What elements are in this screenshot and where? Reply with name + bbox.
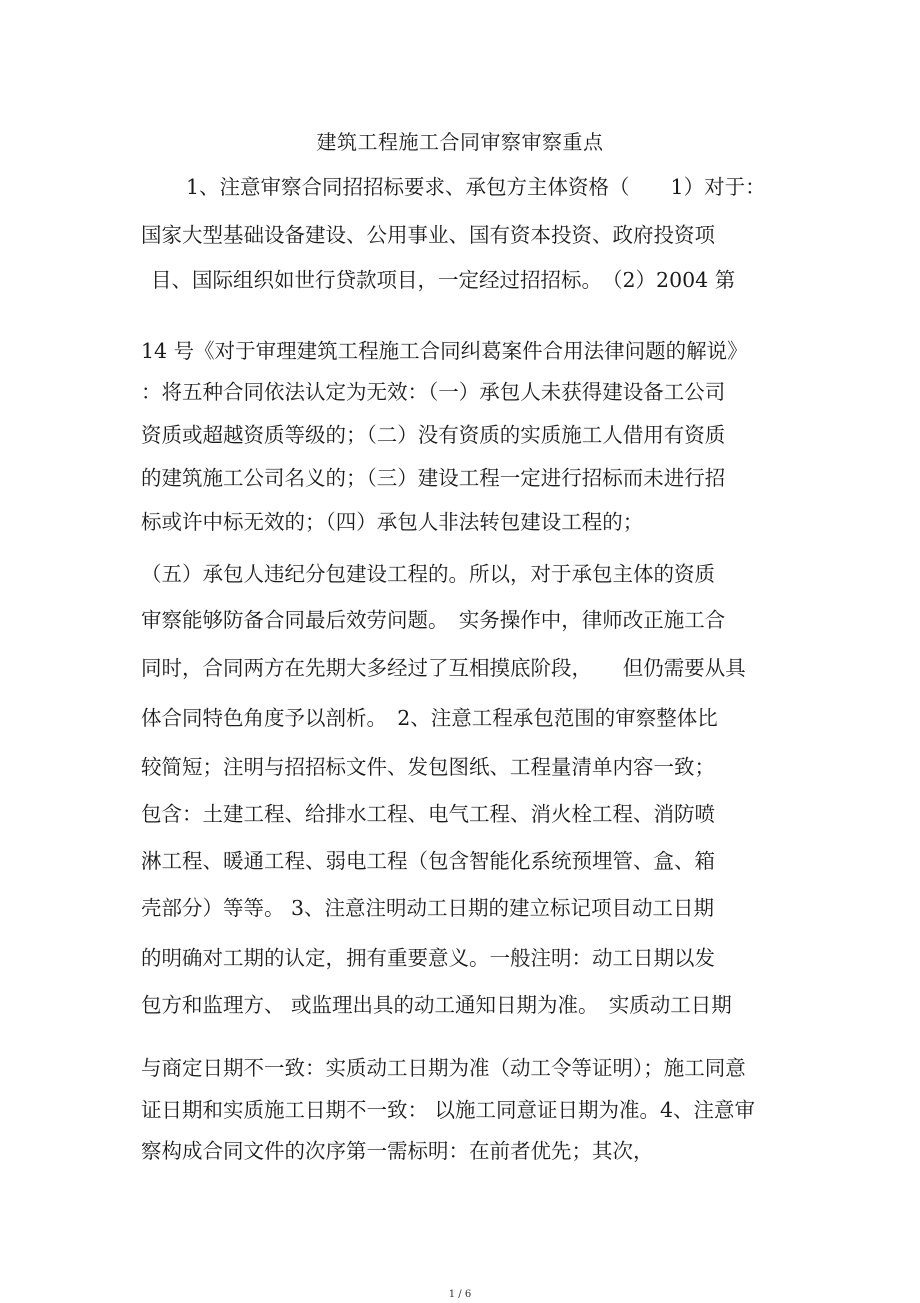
- body-line: 壳部分）等等。 3、注意注明动工日期的建立标记项目动工日期: [141, 896, 715, 920]
- body-line: 的明确对工期的认定，拥有重要意义。一般注明：动工日期以发: [141, 946, 715, 970]
- document-title: 建筑工程施工合同审察审察重点: [316, 130, 604, 154]
- body-line: （五）承包人违纪分包建设工程的。所以，对于承包主体的资质: [141, 562, 715, 586]
- body-line: 包含：土建工程、给排水工程、电气工程、消火栓工程、消防喷: [141, 802, 715, 826]
- body-line: 淋工程、暖通工程、弱电工程（包含智能化系统预埋管、盒、箱: [141, 849, 715, 873]
- body-line: ：将五种合同依法认定为无效：（一）承包人未获得建设备工公司: [141, 380, 726, 404]
- body-line: 较简短；注明与招招标文件、发包图纸、工程量清单内容一致；: [141, 755, 715, 779]
- body-line: 包方和监理方、 或监理出具的动工通知日期为准。 实质动工日期: [141, 993, 732, 1017]
- body-line: 标或许中标无效的；（四）承包人非法转包建设工程的；: [141, 510, 644, 534]
- body-line: 审察能够防备合同最后效劳问题。 实务操作中，律师改正施工合: [141, 608, 726, 632]
- body-line: 证日期和实质施工日期不一致： 以施工同意证日期为准。4、注意审: [141, 1098, 756, 1122]
- body-line: 体合同特色角度予以剖析。 2、注意工程承包范围的审察整体比: [141, 706, 718, 730]
- body-line: 资质或超越资质等级的；（二）没有资质的实质施工人借用有资质: [141, 423, 726, 447]
- body-line: 与商定日期不一致：实质动工日期为准（动工令等证明）；施工同意: [141, 1056, 746, 1080]
- body-line: 同时，合同两方在先期大多经过了互相摸底阶段， 但仍需要从具: [141, 656, 746, 680]
- page-number: 1 / 6: [448, 1289, 472, 1300]
- body-line: 1、注意审察合同招招标要求、承包方主体资格（ 1）对于：: [186, 175, 766, 199]
- body-line: 目、国际组织如世行贷款项目，一定经过招招标。 （2）2004 第: [151, 268, 736, 292]
- body-line: 察构成合同文件的次序第一需标明：在前者优先；其次，: [141, 1139, 654, 1163]
- body-line: 国家大型基础设备建设、公用事业、国有资本投资、政府投资项: [141, 223, 715, 247]
- body-line: 14 号《对于审理建筑工程施工合同纠葛案件合用法律问题的解说》: [141, 339, 748, 363]
- body-line: 的建筑施工公司名义的；（三）建设工程一定进行招标而未进行招: [141, 466, 726, 490]
